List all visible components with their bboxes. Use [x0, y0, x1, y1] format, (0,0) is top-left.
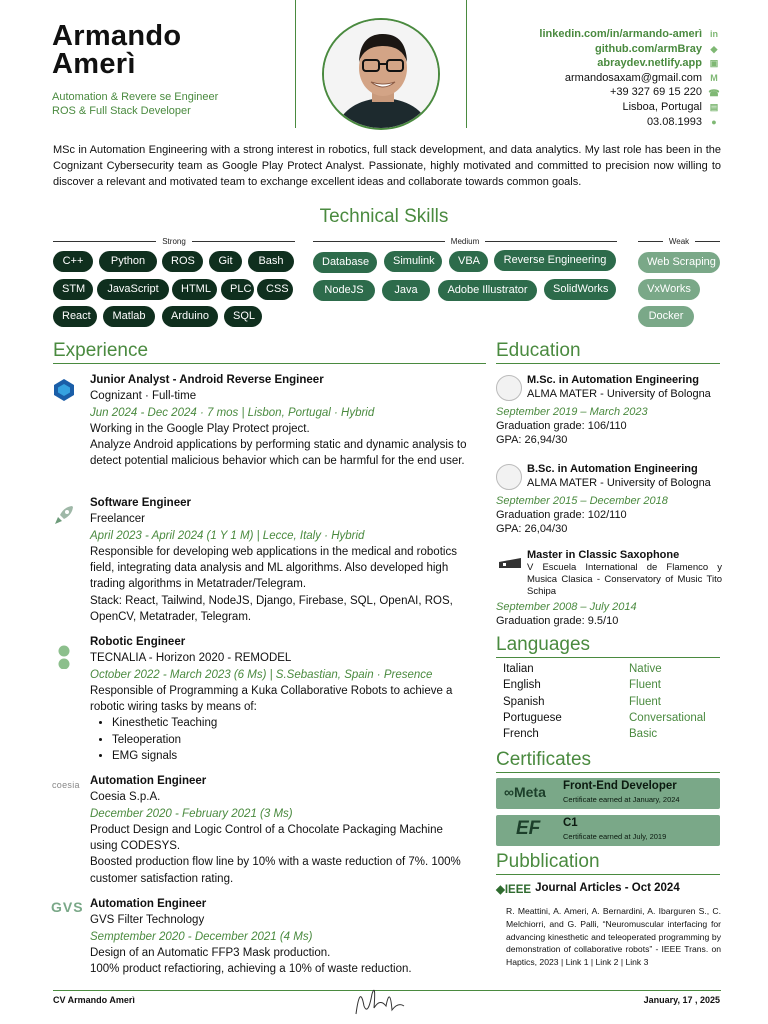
candidate-role: Automation & Revere se Engineer ROS & Full Stack Developer	[52, 91, 219, 117]
education-item: B.Sc. in Automation Engineering ALMA MATER - University of Bologna	[527, 463, 711, 489]
skill-pill-strong: Bash	[248, 251, 294, 272]
skill-pill-strong: PLC	[221, 279, 254, 300]
signature	[350, 976, 410, 1020]
contact-row	[539, 71, 720, 86]
tier-medium: Medium	[313, 235, 617, 247]
contact-text[interactable]: github.com/armBray	[595, 42, 702, 55]
skill-pill-strong: ROS	[162, 251, 203, 272]
language-level: Basic	[629, 728, 658, 741]
skill-pill-strong: HTML	[172, 279, 217, 300]
education-details: September 2015 – December 2018 Graduation grade: 102/110 GPA: 26,04/30	[496, 495, 668, 535]
coesia-logo: coesia	[52, 780, 80, 790]
publication-heading: ◆IEEE Journal Articles - Oct 2024	[496, 882, 680, 896]
skill-pill-medium: SolidWorks	[544, 279, 616, 300]
job-entry: Automation Engineer GVS Filter Technology Semptember 2020 - December 2021 (4 Ms) Design of an Automatic FFP3 Mask production. 100% product refactioring, achieving a 10% of waste reduction.	[90, 898, 412, 976]
education-title: Education	[496, 340, 581, 361]
conservatory-logo-icon	[497, 554, 523, 572]
language-list	[503, 661, 723, 742]
language-row	[503, 677, 723, 693]
education-item: Master in Classic Saxophone V Escuela International de Flamenco y Musica Clasica - Conservatory of Music Tito Schipa	[527, 549, 722, 597]
experience-underline	[53, 363, 486, 364]
language-row	[503, 726, 723, 742]
language-level: Fluent	[629, 679, 661, 692]
tecnalia-logo-icon	[52, 645, 76, 669]
linkedin-icon: in	[710, 29, 718, 40]
gvs-logo: GVS	[51, 899, 84, 915]
experience-title: Experience	[53, 340, 149, 361]
unibo-logo-icon	[496, 375, 522, 401]
certificates-underline	[496, 772, 720, 773]
contact-row	[539, 100, 720, 115]
skill-pill-medium: Java	[382, 280, 430, 301]
contact-text: +39 327 69 15 220	[609, 86, 702, 99]
header-divider-left	[295, 0, 296, 128]
contact-row	[539, 85, 720, 100]
skill-pill-medium: Database	[313, 252, 377, 273]
contact-row	[539, 115, 720, 130]
education-item: M.Sc. in Automation Engineering ALMA MATER - University of Bologna	[527, 374, 711, 400]
map-icon: ▤	[709, 102, 719, 113]
profile-summary: MSc in Automation Engineering with a strong interest in robotics, full stack development, and data analytics. My last role has been in the Cognizant Cybersecurity team as Google Play Protect Analyst. Passionate, highly motivated and committed to precision now willing to discover a relevant and motivated team to exchange excellent ideas and collaborate towards common goals.	[53, 144, 721, 189]
profile-photo	[322, 18, 440, 130]
skill-pill-medium: NodeJS	[313, 280, 375, 301]
tier-strong: Strong	[53, 235, 295, 247]
contact-text: Lisboa, Portugal	[622, 100, 702, 113]
ieee-logo: ◆IEEE	[496, 884, 532, 896]
globe-icon: ▣	[709, 58, 719, 69]
education-underline	[496, 363, 720, 364]
language-name: Spanish	[503, 695, 545, 708]
contact-text: 03.08.1993	[646, 115, 702, 128]
language-row	[503, 694, 723, 710]
language-row	[503, 661, 723, 677]
skill-pill-strong: Arduino	[162, 306, 218, 327]
skill-pill-strong: React	[53, 306, 97, 327]
skill-pill-strong: Matlab	[103, 306, 155, 327]
ef-logo: EF	[516, 818, 541, 839]
contact-row[interactable]	[539, 56, 720, 71]
skill-pill-medium: Adobe Illustrator	[438, 280, 537, 301]
publication-links[interactable]: | Link 1 | Link 2 | Link 3	[558, 957, 649, 968]
language-row	[503, 710, 723, 726]
skill-pill-strong: JavaScript	[97, 279, 169, 300]
meta-logo: ∞Meta	[504, 784, 546, 800]
language-name: English	[503, 679, 541, 692]
certificate-card: EF C1 Certificate earned at July, 2019	[496, 815, 720, 846]
contact-text: armandosaxam@gmail.com	[564, 71, 702, 84]
language-name: Italian	[503, 663, 534, 675]
languages-title: Languages	[496, 634, 591, 655]
mail-icon: M	[710, 73, 718, 84]
publication-title: Pubblication	[496, 851, 600, 872]
candidate-name: Armando Amerì	[52, 20, 182, 80]
skill-pill-strong: Git	[209, 251, 242, 272]
contact-list	[539, 27, 720, 129]
contact-row[interactable]	[539, 27, 720, 42]
contact-row[interactable]	[539, 42, 720, 57]
job-entry: Automation Engineer Coesia S.p.A. December 2020 - February 2021 (3 Ms) Product Design and Logic Control of a Chocolate Packaging Machine using CODESYS. Boosted production flow line by 10% with a waste reduction of 7%. 100% customer satisfaction rating.	[90, 775, 461, 885]
contact-text[interactable]: abraydev.netlify.app	[597, 57, 702, 70]
birthday-icon: ●	[711, 116, 717, 127]
publication-underline	[496, 874, 720, 875]
skill-pill-weak: VxWorks	[638, 279, 700, 300]
skill-pill-medium: Reverse Engineering	[494, 250, 616, 271]
certificate-card: ∞Meta Front-End Developer Certificate earned at January, 2024	[496, 778, 720, 809]
job-entry: Junior Analyst - Android Reverse Engineer Cognizant · Full-time Jun 2024 - Dec 2024 · 7 mos | Lisbon, Portugal · Hybrid Working in the Google Play Protect project. Analyze Android applications by performing static and dynamic analysis to detect potential malicious behavior which can be harmful for the end user.	[90, 374, 467, 468]
language-level: Conversational	[629, 711, 706, 724]
language-level: Native	[629, 663, 662, 675]
footer-date: January, 17 , 2025	[643, 995, 720, 1005]
skill-pill-strong: STM	[53, 279, 93, 300]
language-name: Portuguese	[503, 711, 562, 724]
unibo-logo-icon	[496, 464, 522, 490]
skill-pill-weak: Docker	[638, 306, 694, 327]
language-level: Fluent	[629, 695, 661, 708]
header-divider-right	[466, 0, 467, 128]
skill-pill-strong: C++	[53, 251, 93, 272]
language-name: French	[503, 728, 539, 741]
contact-text[interactable]: linkedin.com/in/armando-amerì	[539, 28, 702, 40]
publication-text: R. Meattini, A. Ameri, A. Bernardini, A. Ibarguren S., C. Melchiorri, and G. Palli, “Neuromuscular interfacing for advancing kinesthetic and teleoperated programming by demonstration of collaborative robots” - IEEE Trans. on Haptics, 2023 | Link 1 | Link 2 | Link 3	[506, 906, 721, 968]
education-details: September 2019 – March 2023 Graduation grade: 106/110 GPA: 26,94/30	[496, 406, 648, 446]
cognizant-logo-icon	[52, 378, 76, 402]
skill-pill-medium: VBA	[449, 251, 488, 272]
skill-pill-medium: Simulink	[384, 251, 442, 272]
skill-pill-strong: SQL	[224, 306, 262, 327]
tier-weak: Weak	[638, 235, 720, 247]
skill-pill-strong: CSS	[257, 279, 293, 300]
skill-pill-strong: Python	[99, 251, 157, 272]
education-details: September 2008 – July 2014 Graduation grade: 9.5/10	[496, 601, 637, 627]
footer-left: CV Armando Amerì	[53, 995, 135, 1005]
job-entry: Robotic Engineer TECNALIA - Horizon 2020 - REMODEL October 2022 - March 2023 (6 Ms) | S.Sebastian, Spain · Presence Responsible of Programming a Kuka Collaborative Robots to achieve a robotic wiring tasks by means of: • Kinesthetic Teaching • Teleoperation • EMG signals	[90, 634, 470, 764]
certificates-title: Certificates	[496, 749, 592, 770]
github-icon: ◆	[710, 43, 718, 54]
skill-pill-weak: Web Scraping	[638, 252, 720, 273]
freelancer-rocket-icon	[52, 503, 76, 527]
languages-underline	[496, 657, 720, 658]
job-entry: Software Engineer Freelancer April 2023 - April 2024 (1 Y 1 M) | Lecce, Italy · Hybrid Responsible for developing web applications in the medical and robotics field, integrating data analysis and ML algorithms. Also developed high trading algorithms in Metatrader/Telegram. Stack: React, Tailwind, NodeJS, Django, Firebase, SQL, OpenAI, ROS, OpenCV, Metatrader, Telegram.	[90, 497, 457, 623]
phone-icon: ☎	[708, 87, 720, 98]
skills-title: Technical Skills	[319, 206, 449, 227]
